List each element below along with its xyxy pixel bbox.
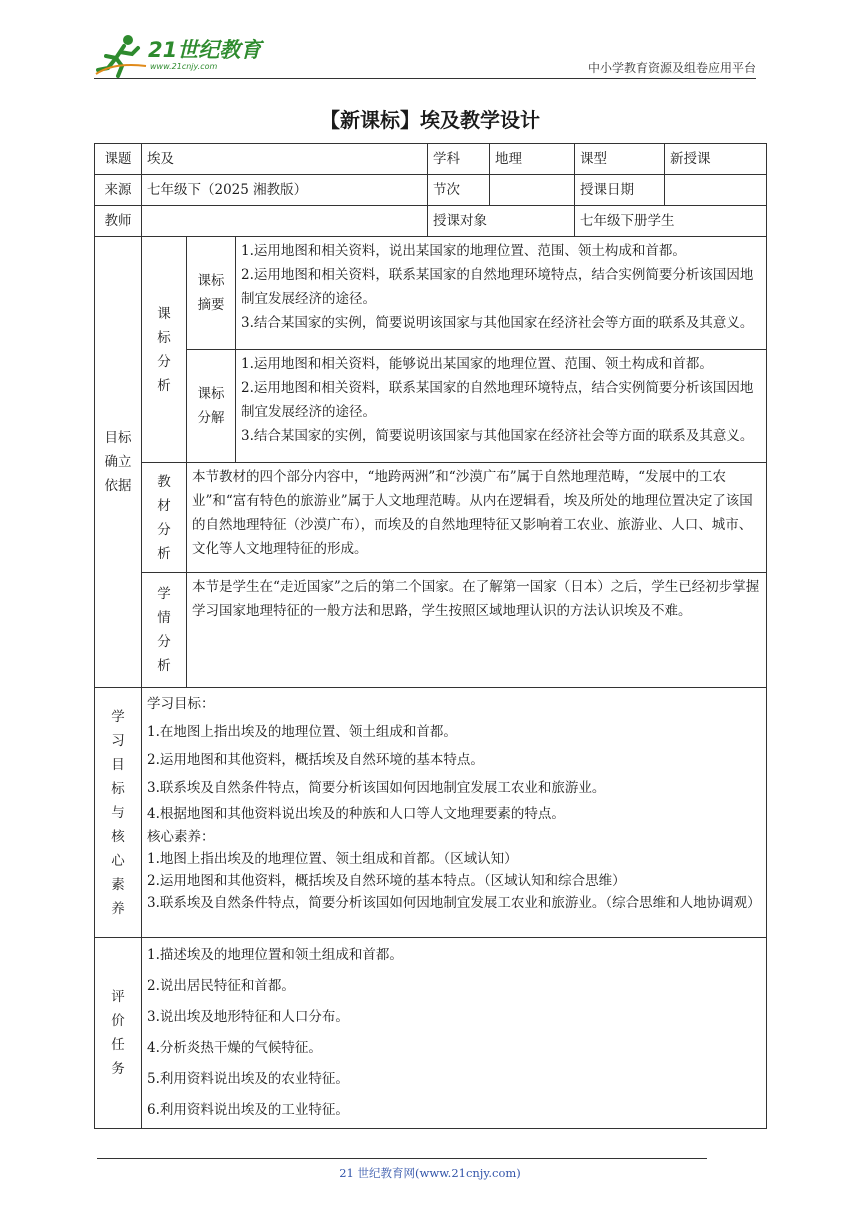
footer-text: 21 世纪教育网(www.21cnjy.com): [339, 1166, 521, 1180]
decomp-item: 2.运用地图和相关资料，联系某国家的自然地理环境特点，结合实例简要分析该国因地制宜发展经济的途径。: [241, 380, 754, 420]
running-figure-icon: [94, 32, 148, 78]
goal-item: 2.运用地图和其他资料，概括埃及自然环境的基本特点。: [147, 752, 484, 768]
summary-item: 1.运用地图和相关资料，说出某国家的地理位置、范围、领土构成和首都。: [241, 243, 686, 259]
subject-label: 学科: [428, 144, 490, 175]
footer-divider: [97, 1158, 707, 1159]
evaluation-task: 6.利用资料说出埃及的工业特征。: [147, 1102, 349, 1118]
header-divider: [94, 78, 756, 79]
session-value: [490, 175, 575, 206]
evaluation-content: [142, 938, 767, 1129]
goal-item: 3.联系埃及自然条件特点，简要分析该国如何因地制宜发展工农业和旅游业。: [147, 780, 606, 796]
summary-item: 2.运用地图和相关资料，联系某国家的自然地理环境特点，结合实例简要分析该国因地制宜发展经济的途径。: [241, 267, 754, 307]
type-label: 课型: [575, 144, 665, 175]
logo-text: 21世纪教育: [148, 38, 262, 62]
teacher-label: 教师: [95, 206, 142, 237]
date-value: [665, 175, 767, 206]
topic-label: 课题: [95, 144, 142, 175]
evaluation-task: 4.分析炎热干燥的气候特征。: [147, 1040, 322, 1056]
evaluation-label: 评价任务: [95, 938, 142, 1129]
source-label: 来源: [95, 175, 142, 206]
textbook-analysis-text: 本节教材的四个部分内容中，“地跨两洲”和“沙漠广布”属于自然地理范畴，“发展中的工农业”和“富有特色的旅游业”属于人文地理范畴。从内在逻辑看，埃及所处的地理位置决定了该国的自然地理特征（沙漠广布），而埃及的自然地理特征又影响着工农业、旅游业、人口、城市、文化等人文地理特征的形成。: [187, 463, 767, 573]
evaluation-task: 3.说出埃及地形特征和人口分布。: [147, 1009, 349, 1025]
goal-item: 1.在地图上指出埃及的地理位置、领土组成和首都。: [147, 724, 457, 740]
core-heading: 核心素养：: [147, 829, 215, 845]
basis-label: 目标确立依据: [95, 237, 142, 688]
student-analysis-label: 学情分析: [142, 573, 187, 688]
platform-name: 中小学教育资源及组卷应用平台: [587, 61, 756, 75]
site-logo: [94, 32, 264, 78]
logo-url: www.21cnjy.com: [150, 62, 218, 71]
subject-value: 地理: [490, 144, 575, 175]
summary-label: 课标摘要: [187, 237, 236, 350]
lesson-plan-table: [94, 143, 767, 1129]
objectives-label: 学习目标与核心素养: [95, 688, 142, 938]
student-analysis-text: 本节是学生在“走近国家”之后的第二个国家。在了解第一国家（日本）之后，学生已经初步掌握学习国家地理特征的一般方法和思路，学生按照区域地理认识的方法认识埃及不难。: [187, 573, 767, 688]
date-label: 授课日期: [575, 175, 665, 206]
goals-heading: 学习目标：: [147, 696, 215, 712]
evaluation-task: 5.利用资料说出埃及的农业特征。: [147, 1071, 349, 1087]
page-header: [94, 28, 756, 80]
core-item: 2.运用地图和其他资料，概括埃及自然环境的基本特点。（区域认知和综合思维）: [147, 873, 626, 889]
summary-item: 3.结合某国家的实例，简要说明该国家与其他国家在经济社会等方面的联系及其意义。: [241, 315, 754, 331]
goal-item: 4.根据地图和其他资料说出埃及的种族和人口等人文地理要素的特点。: [147, 806, 565, 822]
evaluation-task: 2.说出居民特征和首都。: [147, 978, 295, 994]
summary-content: [236, 237, 767, 350]
audience-value: 七年级下册学生: [575, 206, 767, 237]
kb-analysis-label: 课标分析: [142, 237, 187, 463]
decomp-content: [236, 350, 767, 463]
session-label: 节次: [428, 175, 490, 206]
page-title: 【新课标】埃及教学设计: [320, 108, 540, 132]
audience-label: 授课对象: [428, 206, 575, 237]
topic-value: 埃及: [142, 144, 428, 175]
decomp-item: 1.运用地图和相关资料，能够说出某国家的地理位置、范围、领土构成和首都。: [241, 356, 713, 372]
evaluation-task: 1.描述埃及的地理位置和领土组成和首都。: [147, 947, 403, 963]
textbook-analysis-label: 教材分析: [142, 463, 187, 573]
decomp-item: 3.结合某国家的实例，简要说明该国家与其他国家在经济社会等方面的联系及其意义。: [241, 428, 754, 444]
core-item: 1.地图上指出埃及的地理位置、领土组成和首都。（区域认知）: [147, 851, 518, 867]
teacher-value: [142, 206, 428, 237]
type-value: 新授课: [665, 144, 767, 175]
source-value: 七年级下（2025 湘教版）: [142, 175, 428, 206]
core-item: 3.联系埃及自然条件特点，简要分析该国如何因地制宜发展工农业和旅游业。（综合思维和人地协调观）: [147, 895, 761, 911]
objectives-content: [142, 688, 767, 938]
decomp-label: 课标分解: [187, 350, 236, 463]
